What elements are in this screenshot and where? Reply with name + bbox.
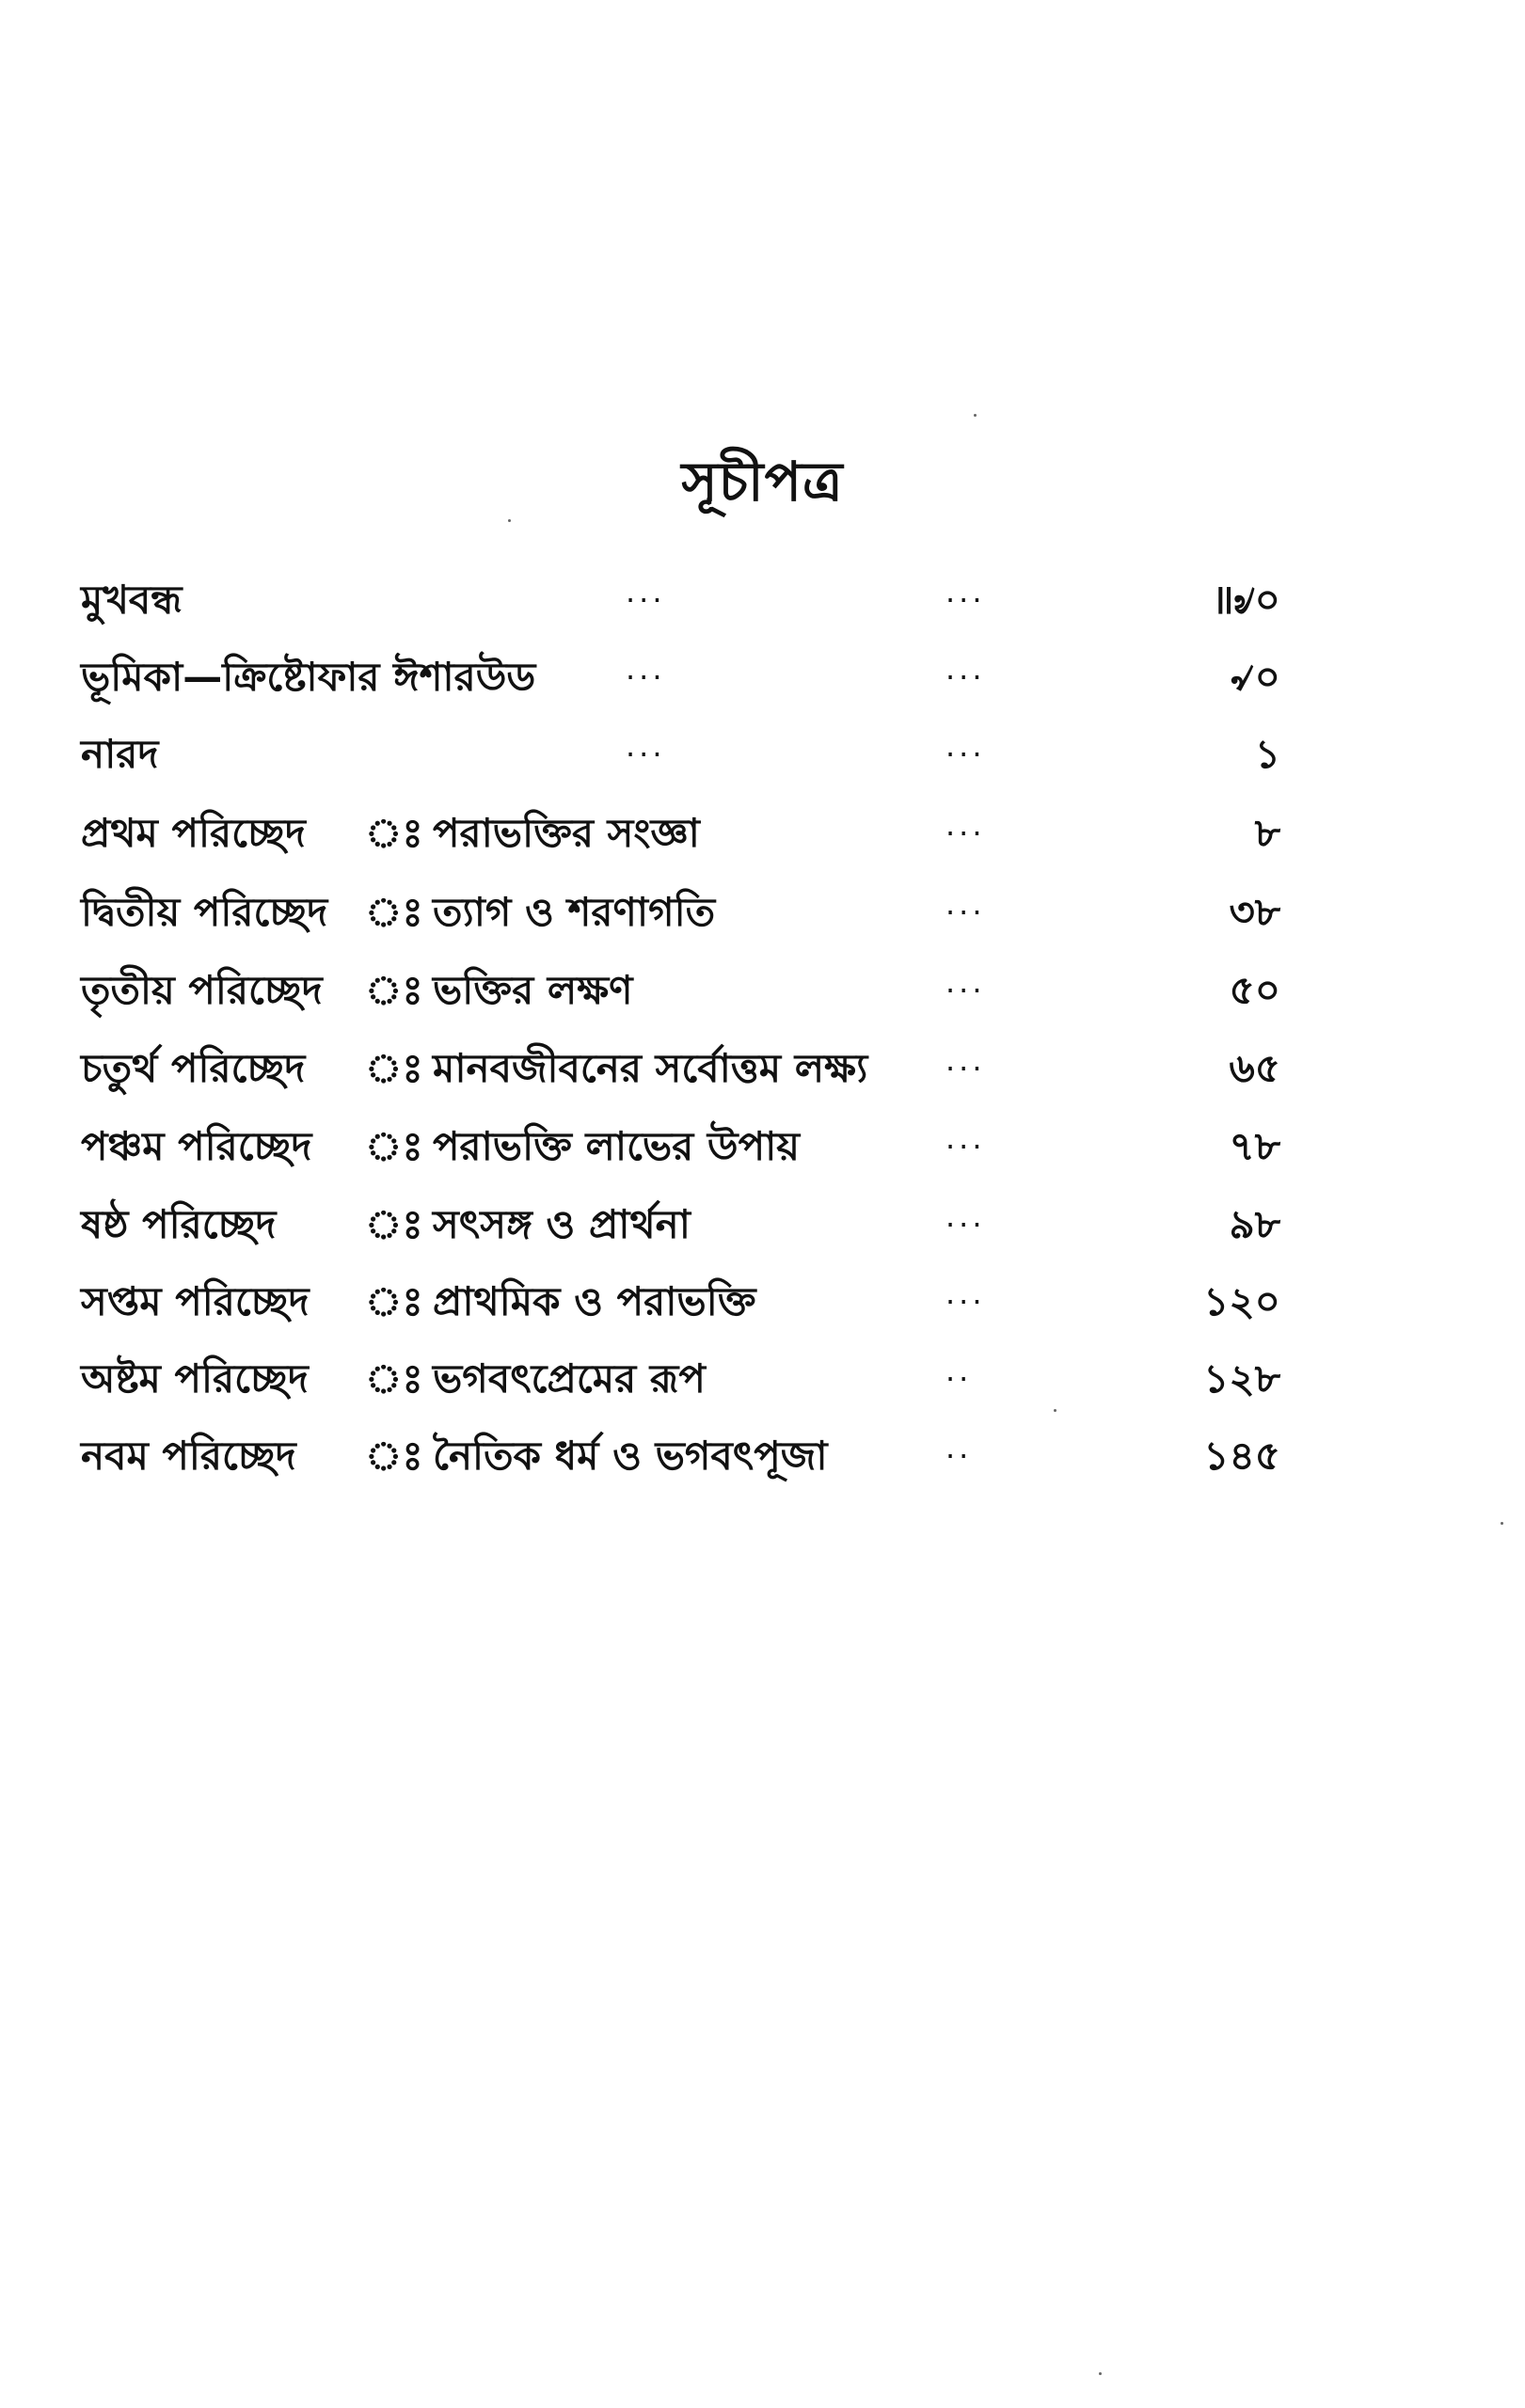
entry-subtitle: ভক্তির লক্ষণ bbox=[433, 967, 633, 1013]
entry-subtitle: ভগবৎপ্রেমের রূপ bbox=[433, 1355, 706, 1402]
toc-entry bbox=[0, 953, 1525, 1028]
toc-entry bbox=[0, 1031, 1525, 1106]
toc-entry bbox=[0, 562, 1525, 638]
entry-colon: ঃ bbox=[365, 810, 423, 856]
page-number: ৩৮ bbox=[1229, 889, 1280, 935]
entry-subtitle: নৈতিক ধর্ম ও ভগবৎপূজা bbox=[433, 1433, 828, 1479]
toc-entry bbox=[0, 1341, 1525, 1417]
leader-dots: ··· bbox=[626, 582, 666, 618]
entry-label: দ্বিতীয় পরিচ্ছেদ bbox=[81, 889, 328, 935]
leader-dots: ··· bbox=[945, 895, 986, 930]
toc-entry bbox=[0, 1109, 1525, 1184]
entry-label: চতুর্থ পরিচ্ছেদ bbox=[81, 1045, 306, 1091]
toc-entry bbox=[0, 796, 1525, 871]
entry-colon: ঃ bbox=[365, 967, 423, 1013]
page-title: সূচীপত্র bbox=[681, 450, 844, 514]
page-number: ৬৫ bbox=[1229, 1045, 1280, 1091]
entry-label: পঞ্চম পরিচ্ছেদ bbox=[81, 1123, 312, 1169]
scan-speck bbox=[1501, 1522, 1503, 1525]
entry-label: অষ্টম পরিচ্ছেদ bbox=[81, 1355, 309, 1402]
entry-colon: ঃ bbox=[365, 1278, 423, 1324]
entry-label: ষষ্ঠ পরিচ্ছেদ bbox=[81, 1201, 277, 1247]
entry-label: তৃতীয় পরিচ্ছেদ bbox=[81, 967, 323, 1013]
page-number: ১ bbox=[1254, 731, 1280, 777]
leader-dots: ··· bbox=[945, 816, 986, 851]
entry-subtitle: মানবজীবনের সর্বোত্তম লক্ষ্য bbox=[433, 1045, 868, 1091]
toc-entry bbox=[0, 1264, 1525, 1339]
leader-dots: ··· bbox=[945, 737, 986, 772]
toc-entry bbox=[0, 875, 1525, 950]
scan-speck bbox=[508, 519, 511, 522]
scan-speck bbox=[1099, 2372, 1102, 2375]
entry-subtitle: পরাভক্তি লাভের উপায় bbox=[433, 1123, 801, 1169]
page-number: ৯৮ bbox=[1229, 1201, 1280, 1247]
entry-colon: ঃ bbox=[365, 1355, 423, 1402]
leader-dots: ··· bbox=[945, 1207, 986, 1243]
leader-dots: ··· bbox=[945, 582, 986, 618]
toc-entry bbox=[0, 717, 1525, 792]
page-number: ৮ bbox=[1254, 810, 1280, 856]
entry-label: নারদ bbox=[81, 731, 159, 777]
scan-speck bbox=[1054, 1409, 1056, 1412]
page-number: ৫০ bbox=[1229, 967, 1280, 1013]
entry-label: মুখবন্ধ bbox=[81, 577, 183, 623]
leader-dots: ··· bbox=[945, 1051, 986, 1086]
entry-label: প্রথম পরিচ্ছেদ bbox=[81, 810, 306, 856]
entry-subtitle: সৎসঙ্গ ও প্রার্থনা bbox=[433, 1201, 691, 1247]
page-number: ৵০ bbox=[1230, 654, 1280, 700]
entry-label: সপ্তম পরিচ্ছেদ bbox=[81, 1278, 310, 1324]
entry-subtitle: পরাভক্তির সংজ্ঞা bbox=[433, 810, 700, 856]
entry-colon: ঃ bbox=[365, 1123, 423, 1169]
leader-dots: ·· bbox=[945, 1438, 973, 1474]
leader-dots: ·· bbox=[945, 1361, 973, 1397]
entry-colon: ঃ bbox=[365, 1201, 423, 1247]
toc-entry bbox=[0, 1187, 1525, 1262]
leader-dots: ··· bbox=[945, 1129, 986, 1164]
leader-dots: ··· bbox=[945, 1284, 986, 1320]
leader-dots: ··· bbox=[626, 737, 666, 772]
leader-dots: ··· bbox=[626, 659, 666, 695]
entry-subtitle: ত্যাগ ও শরণাগতি bbox=[433, 889, 716, 935]
entry-label: নবম পরিচ্ছেদ bbox=[81, 1433, 296, 1479]
page-number: ১২০ bbox=[1203, 1278, 1280, 1324]
page-number: ॥৶০ bbox=[1211, 577, 1280, 623]
leader-dots: ··· bbox=[945, 973, 986, 1008]
toc-entry bbox=[0, 1418, 1525, 1494]
entry-colon: ঃ bbox=[365, 889, 423, 935]
scan-speck bbox=[974, 414, 977, 417]
toc-entry bbox=[0, 640, 1525, 715]
entry-label: ভূমিকা—ক্রিষ্টোফার ঈশারউড bbox=[81, 654, 536, 700]
page-number: ১৪৫ bbox=[1203, 1433, 1280, 1479]
entry-colon: ঃ bbox=[365, 1433, 423, 1479]
entry-subtitle: প্রাথমিক ও পরাভক্তি bbox=[433, 1278, 756, 1324]
leader-dots: ··· bbox=[945, 659, 986, 695]
page-number: ৭৮ bbox=[1229, 1123, 1280, 1169]
entry-colon: ঃ bbox=[365, 1045, 423, 1091]
page-number: ১২৮ bbox=[1203, 1355, 1280, 1402]
